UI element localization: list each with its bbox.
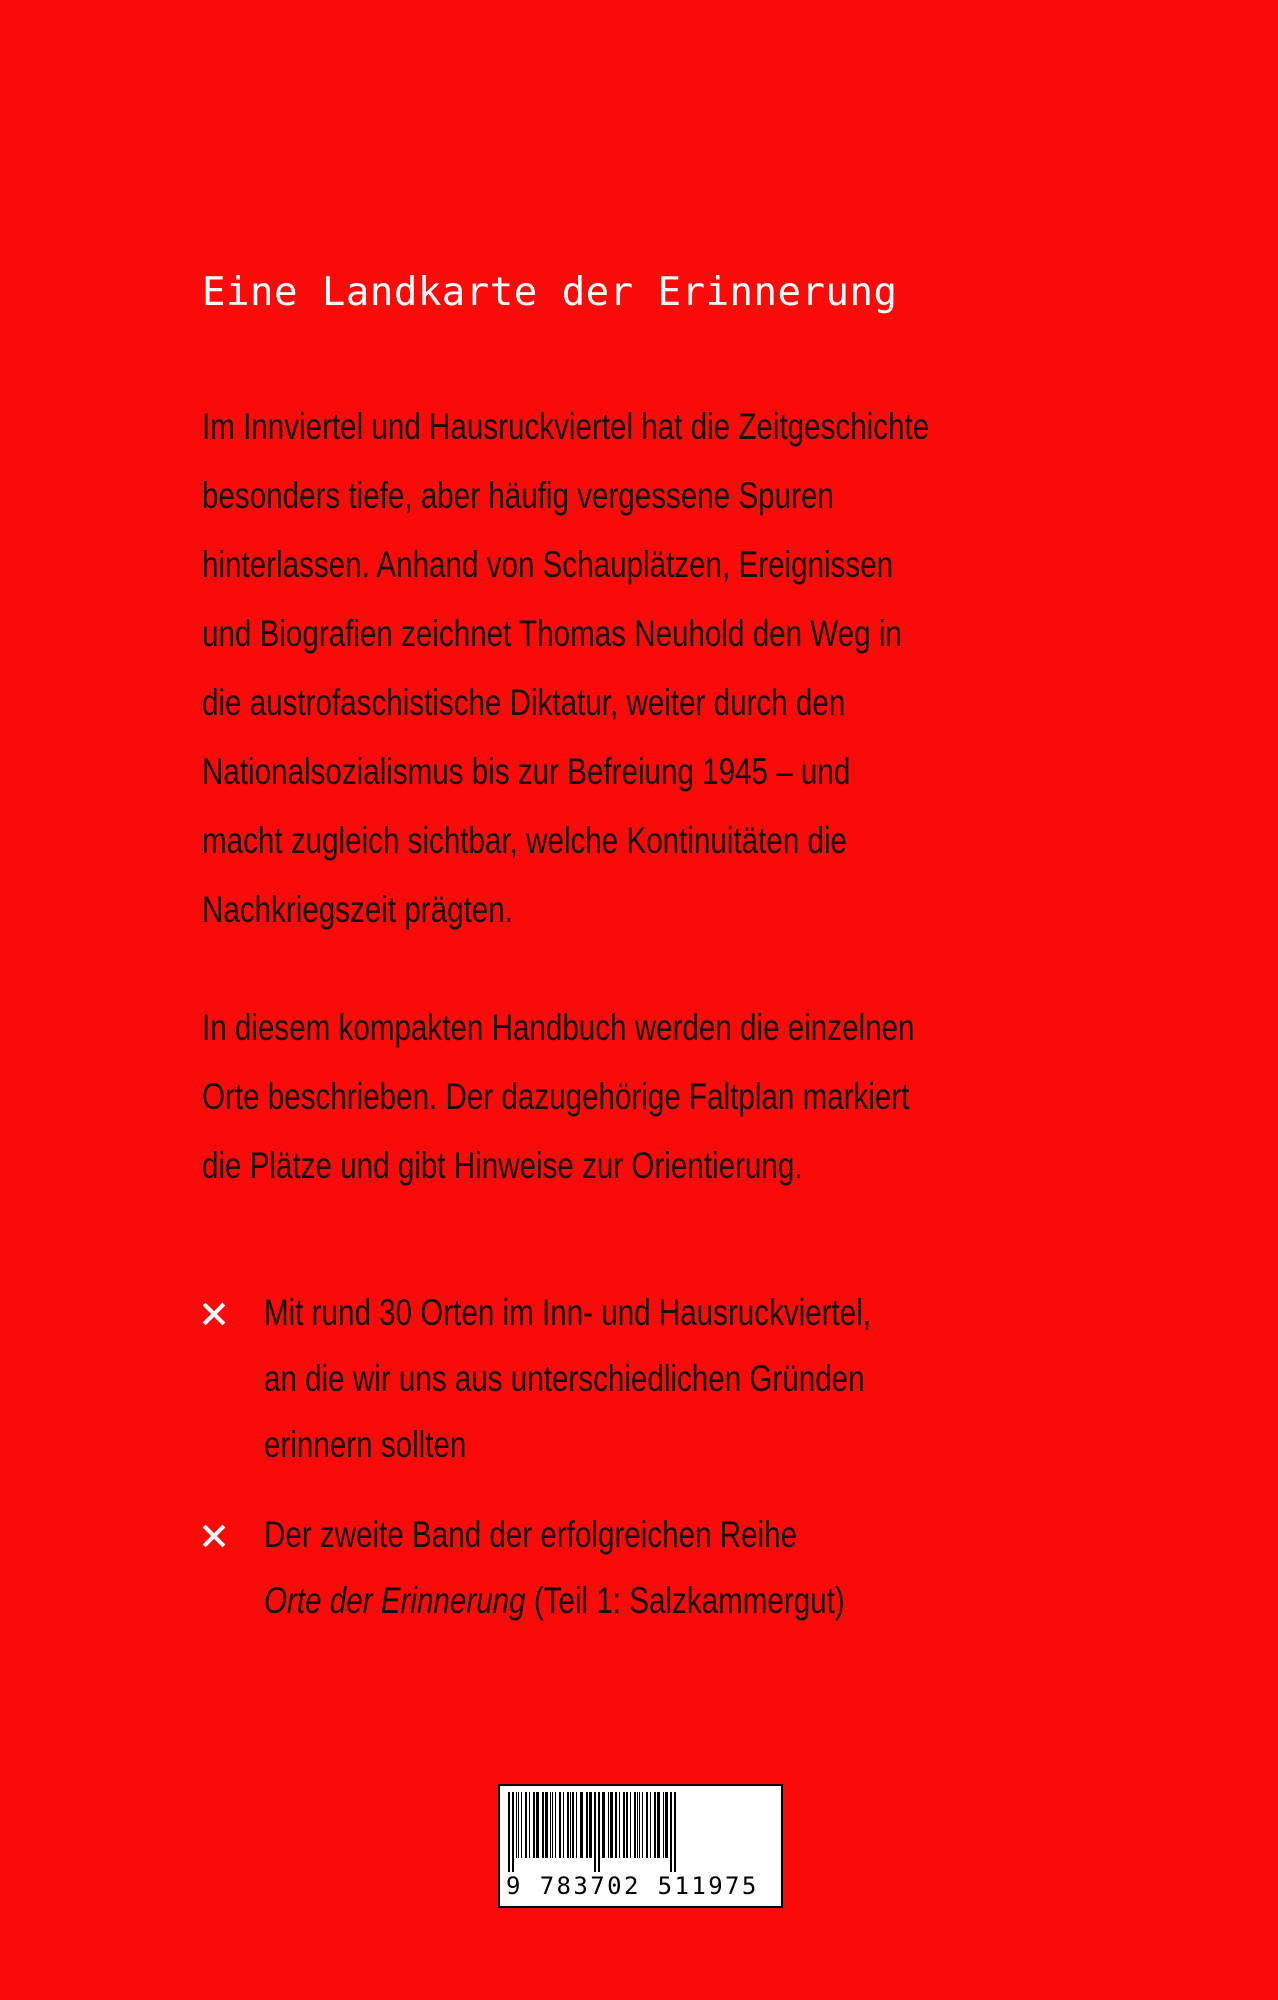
- barcode-bar: [550, 1792, 551, 1858]
- barcode-bar: [637, 1792, 638, 1858]
- barcode-bar: [563, 1792, 564, 1858]
- barcode-bar: [570, 1792, 571, 1858]
- barcode-bar: [610, 1792, 613, 1858]
- feature-line: an die wir uns aus unterschiedlichen Gründen: [264, 1358, 865, 1399]
- barcode-bar: [576, 1792, 577, 1858]
- barcode-bar: [630, 1792, 631, 1858]
- series-note: (Teil 1: Salzkammergut): [525, 1580, 845, 1621]
- barcode-bar: [545, 1792, 548, 1858]
- barcode-bar: [533, 1792, 535, 1858]
- cross-bullet-icon: [202, 1524, 226, 1548]
- barcode-bar: [508, 1792, 510, 1872]
- barcode-bar: [670, 1792, 672, 1872]
- barcode-bar: [646, 1792, 648, 1858]
- barcode-bar: [559, 1792, 561, 1858]
- barcode-bar: [518, 1792, 519, 1858]
- feature-line: [264, 1568, 871, 1634]
- intro-line: die austrofaschistische Diktatur, weiter durch den: [202, 682, 846, 723]
- barcode-bar: [674, 1792, 676, 1872]
- barcode-bar: [634, 1792, 636, 1858]
- intro-line: hinterlassen. Anhand von Schauplätzen, Ereignissen: [202, 544, 894, 585]
- barcode-bar: [512, 1792, 514, 1872]
- intro-line: Nationalsozialismus bis zur Befreiung 1945 – und: [202, 751, 851, 792]
- cover-heading: Eine Landkarte der Erinnerung: [202, 270, 898, 315]
- intro-line: macht zugleich sichtbar, welche Kontinuitäten die: [202, 820, 847, 861]
- barcode-bar: [567, 1792, 569, 1858]
- intro-paragraph: [202, 392, 929, 944]
- barcode-bar: [598, 1792, 600, 1872]
- intro-line: und Biografien zeichnet Thomas Neuhold den Weg in: [202, 613, 902, 654]
- barcode-bar: [619, 1792, 620, 1858]
- barcode-bar: [642, 1792, 643, 1858]
- feature-text: [264, 1502, 871, 1634]
- barcode-bar: [663, 1792, 664, 1858]
- barcode-bar: [589, 1792, 592, 1858]
- barcode-bar: [623, 1792, 625, 1858]
- cross-bullet-icon: [202, 1302, 226, 1326]
- feature-text: [264, 1280, 871, 1478]
- intro-line: Nachkriegszeit prägten.: [202, 889, 513, 930]
- barcode-bar: [536, 1792, 539, 1858]
- barcode-bar: [654, 1792, 656, 1858]
- feature-line: erinnern sollten: [264, 1424, 467, 1465]
- barcode-bar: [542, 1792, 544, 1858]
- barcode-bar: [608, 1792, 609, 1858]
- series-title: Orte der Erinnerung: [264, 1580, 526, 1621]
- barcode-bar: [594, 1792, 596, 1872]
- barcode-bars: [506, 1792, 775, 1872]
- barcode-bar: [639, 1792, 640, 1858]
- barcode-bar: [572, 1792, 574, 1858]
- barcode-bar: [615, 1792, 617, 1858]
- feature-list: [202, 1280, 1023, 1658]
- barcode-digits: 9 783702 511975: [506, 1872, 759, 1900]
- barcode-bar: [525, 1792, 527, 1858]
- feature-line: Mit rund 30 Orten im Inn- und Hausruckviertel,: [264, 1292, 872, 1333]
- barcode-bar: [521, 1792, 522, 1858]
- barcode-bar: [529, 1792, 530, 1858]
- barcode-bar: [552, 1792, 553, 1858]
- barcode-bar: [555, 1792, 556, 1858]
- intro-line: Im Innviertel und Hausruckviertel hat die Zeitgeschichte: [202, 406, 930, 447]
- barcode-bar: [602, 1792, 605, 1858]
- handbook-line: Orte beschrieben. Der dazugehörige Faltplan markiert: [202, 1076, 910, 1117]
- handbook-line: In diesem kompakten Handbuch werden die einzelnen: [202, 1007, 915, 1048]
- handbook-line: die Plätze und gibt Hinweise zur Orientierung.: [202, 1145, 803, 1186]
- feature-list-item: [202, 1502, 1023, 1634]
- intro-line: besonders tiefe, aber häufig vergessene Spuren: [202, 475, 834, 516]
- feature-line: Der zweite Band der erfolgreichen Reihe: [264, 1514, 798, 1555]
- barcode-bar: [516, 1792, 517, 1858]
- barcode-bar: [650, 1792, 651, 1858]
- barcode-bar: [580, 1792, 583, 1858]
- handbook-paragraph: [202, 993, 915, 1200]
- barcode-bar: [586, 1792, 588, 1858]
- barcode-bar: [657, 1792, 660, 1858]
- isbn-barcode: [498, 1784, 783, 1908]
- barcode-bar: [665, 1792, 668, 1858]
- barcode-bar: [626, 1792, 628, 1858]
- feature-list-item: [202, 1280, 1023, 1478]
